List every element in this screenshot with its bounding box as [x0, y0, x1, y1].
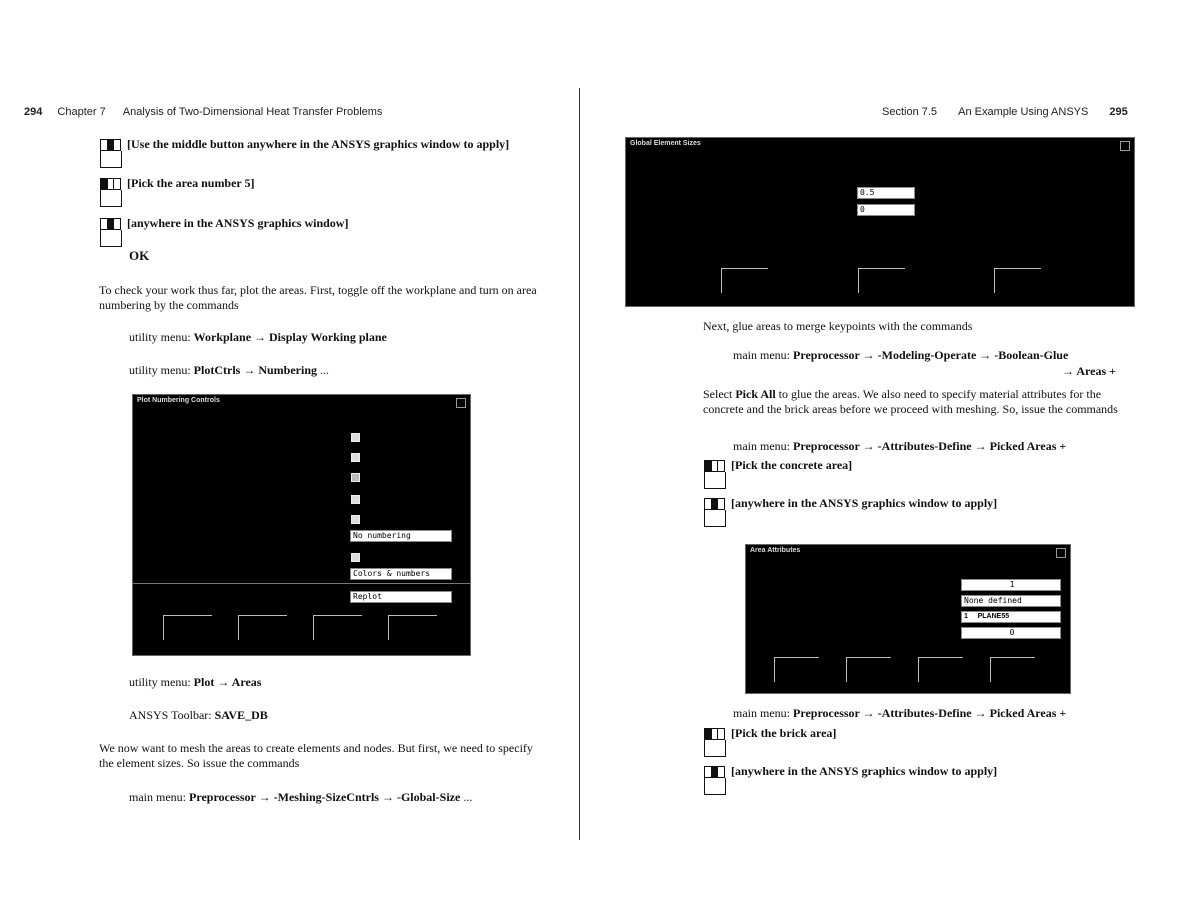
- cmd-workplane: [129, 330, 387, 345]
- apply-button[interactable]: [238, 615, 287, 640]
- checkbox[interactable]: [351, 495, 360, 504]
- checkbox[interactable]: [351, 453, 360, 462]
- dialog-title: Plot Numbering Controls: [137, 397, 220, 404]
- middle-mouse-icon: [100, 139, 120, 169]
- cmd-plot-areas: [129, 675, 261, 690]
- numbering-select[interactable]: No numbering: [350, 530, 452, 542]
- pick-all-label: Pick All: [735, 387, 776, 401]
- right-page-number: 295: [1109, 106, 1128, 118]
- page-gutter: [579, 88, 580, 840]
- cmd-bold: SAVE_DB: [214, 708, 268, 722]
- help-button[interactable]: [994, 268, 1041, 293]
- cmd-numbering: [129, 363, 329, 378]
- coordinate-system-select[interactable]: 0: [961, 627, 1061, 639]
- replot-select[interactable]: Replot: [350, 591, 452, 603]
- left-mouse-icon-2: [704, 728, 724, 758]
- checkbox-checked[interactable]: [351, 473, 360, 482]
- step-pick-area-5: [Pick the area number 5]: [127, 176, 255, 190]
- cancel-button[interactable]: [858, 268, 905, 293]
- cmd-prefix: utility menu:: [129, 330, 194, 344]
- middle-mouse-icon-2: [100, 218, 120, 248]
- middle-mouse-icon: [704, 498, 724, 528]
- step-apply-brick: [anywhere in the ANSYS graphics window to apply]: [731, 764, 998, 778]
- material-number-select[interactable]: 1: [961, 579, 1061, 591]
- close-icon[interactable]: [1056, 548, 1066, 558]
- cmd-bold: PlotCtrls → Numbering: [193, 363, 317, 377]
- cmd-global-size: [129, 790, 472, 805]
- cancel-button[interactable]: [313, 615, 362, 640]
- chapter-label: Chapter 7: [57, 106, 106, 118]
- global-element-sizes-dialog: [625, 137, 1135, 307]
- plot-numbering-dialog: [132, 394, 471, 656]
- cmd-prefix: main menu:: [129, 790, 189, 804]
- real-constant-select[interactable]: None defined: [961, 595, 1061, 607]
- cmd-bold: Preprocessor → -Attributes-Define → Picked Areas +: [793, 706, 1067, 720]
- para-text: to glue the areas. We also need to specify material attributes for the concrete and the brick areas before we proceed with meshing. So, issue the commands: [703, 387, 1118, 416]
- numbering-shown-select[interactable]: Colors & numbers: [350, 568, 452, 580]
- cmd-save-db: [129, 708, 268, 723]
- cmd-bold: Preprocessor → -Meshing-SizeCntrls → -Global-Size: [189, 790, 461, 804]
- left-mouse-icon: [704, 460, 724, 490]
- checkbox[interactable]: [351, 433, 360, 442]
- apply-button[interactable]: [846, 657, 891, 682]
- cmd-prefix: main menu:: [733, 706, 793, 720]
- right-page-header: [882, 106, 1128, 118]
- cmd-areas-plus: → Areas +: [1062, 364, 1116, 378]
- chapter-title: Analysis of Two-Dimensional Heat Transfer Problems: [122, 106, 383, 118]
- step-middle-apply: [Use the middle button anywhere in the ANSYS graphics window to apply]: [127, 137, 510, 151]
- right-para-1: Next, glue areas to merge keypoints with the commands: [703, 319, 973, 333]
- left-page-number: 294: [24, 106, 43, 118]
- cmd-prefix: ANSYS Toolbar:: [129, 708, 215, 722]
- right-para-2: [703, 387, 1135, 417]
- dialog-title: Area Attributes: [750, 547, 801, 554]
- left-para-2: We now want to mesh the areas to create elements and nodes. But first, we need to specify the element sizes. So issue the commands: [99, 741, 533, 770]
- cmd-bold: Preprocessor → -Modeling-Operate → -Boolean-Glue: [793, 348, 1069, 362]
- dialog-title: Global Element Sizes: [630, 140, 701, 147]
- para-text: Select: [703, 387, 736, 401]
- cancel-button[interactable]: [918, 657, 963, 682]
- checkbox[interactable]: [351, 553, 360, 562]
- middle-mouse-icon-2: [704, 766, 724, 796]
- step-pick-brick: [Pick the brick area]: [731, 726, 837, 740]
- left-mouse-icon: [100, 178, 120, 208]
- cmd-suffix: ...: [317, 363, 329, 377]
- cmd-prefix: utility menu:: [129, 675, 194, 689]
- cmd-prefix: utility menu:: [129, 363, 194, 377]
- cmd-attributes-define: [733, 439, 1066, 454]
- section-title: An Example Using ANSYS: [958, 106, 1089, 118]
- ok-label: OK: [129, 248, 150, 263]
- cmd-attributes-define-2: [733, 706, 1066, 721]
- element-type-select[interactable]: 1 PLANE55: [961, 611, 1061, 623]
- cmd-bold: Workplane → Display Working plane: [193, 330, 387, 344]
- cmd-bold: Preprocessor → -Attributes-Define → Picked Areas +: [793, 439, 1067, 453]
- left-page-header: [24, 106, 382, 118]
- left-para-1: To check your work thus far, plot the areas. First, toggle off the workplane and turn on area numbering by the commands: [99, 283, 537, 312]
- step-anywhere-window: [anywhere in the ANSYS graphics window]: [127, 216, 349, 230]
- cmd-suffix: ...: [460, 790, 473, 804]
- element-size-input[interactable]: 0.5: [857, 187, 915, 199]
- cmd-bold: Plot → Areas: [193, 675, 262, 689]
- cmd-boolean-glue: [733, 348, 1068, 363]
- divisions-input[interactable]: 0: [857, 204, 915, 216]
- ok-button[interactable]: [774, 657, 819, 682]
- divider: [133, 583, 470, 584]
- ok-button[interactable]: [721, 268, 768, 293]
- cmd-prefix: main menu:: [733, 439, 793, 453]
- close-icon[interactable]: [1120, 141, 1130, 151]
- close-icon[interactable]: [456, 398, 466, 408]
- ok-button[interactable]: [163, 615, 212, 640]
- area-attributes-dialog: [745, 544, 1071, 694]
- help-button[interactable]: [388, 615, 437, 640]
- cmd-prefix: main menu:: [733, 348, 793, 362]
- section-label: Section 7.5: [882, 106, 938, 118]
- step-apply-concrete: [anywhere in the ANSYS graphics window to apply]: [731, 496, 998, 510]
- step-pick-concrete: [Pick the concrete area]: [731, 458, 853, 472]
- checkbox[interactable]: [351, 515, 360, 524]
- help-button[interactable]: [990, 657, 1035, 682]
